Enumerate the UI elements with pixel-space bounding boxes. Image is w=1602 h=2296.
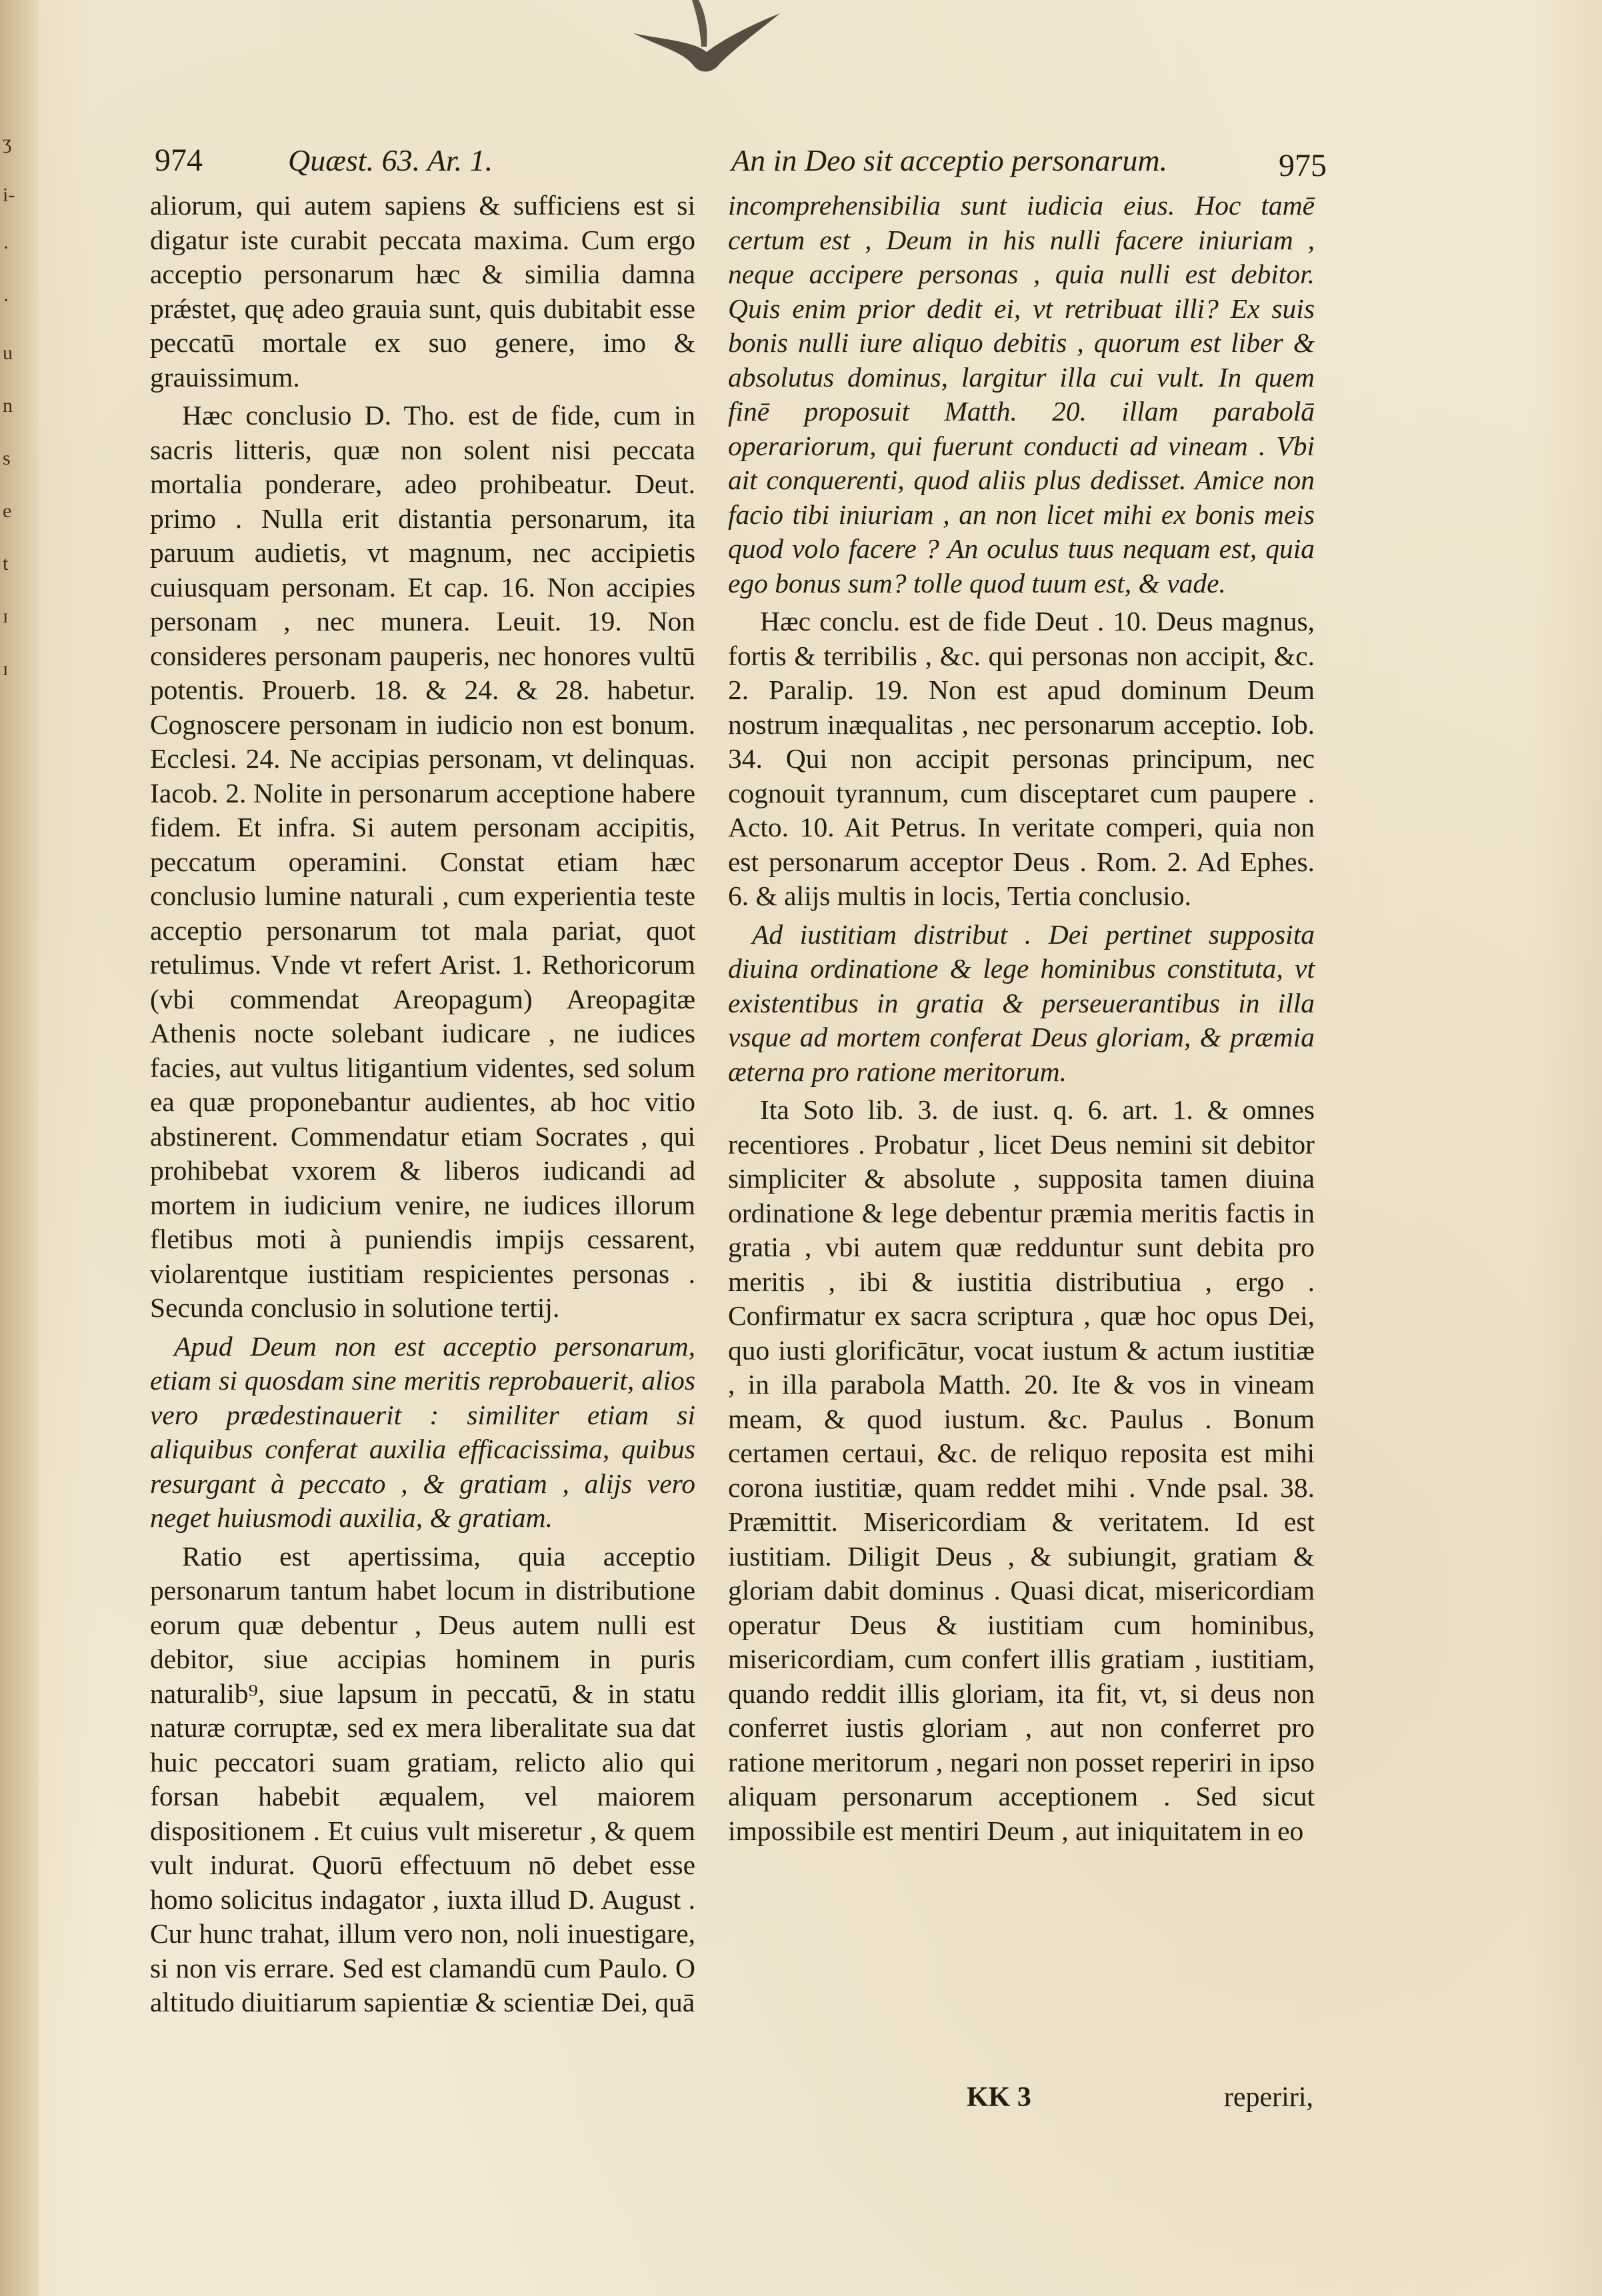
paragraph-continuation: incomprehensibilia sunt iudicia eius. Hoc tamē certum est , Deum in his nulli facere iniuriam , neque accipere personas , quia nulli est debitor. Quis enim prior dedit ei, vt retribuat illi? Ex suis bonis nulli iure aliquo debitis , quorum est liber & absolutus dominus, largitur illa cui vult. In quem finē proposuit Matth. 20. illam parabolā operariorum, qui fuerunt conducti ad vineam . Vbi ait conquerenti, quod aliis plus dedisset. Amice non facio tibi iniuriam , an non licet mihi ex bonis meis quod volo facere ? An oculus tuus nequam est, quia ego bonus sum? tolle quod tuum est, & vade. <box>728 190 1315 598</box>
margin-mark: · <box>3 289 9 311</box>
margin-mark: t <box>3 553 9 574</box>
right-text-column <box>728 189 1315 1852</box>
margin-mark: n <box>3 395 13 417</box>
margin-mark: ɪ <box>3 658 9 680</box>
margin-marks <box>3 127 29 706</box>
paragraph-conclusion-first: Hæc conclusio D. Tho. est de fide, cum in sacris litteris, quæ non solent nisi peccata mortalia ponderare, adeo prohibeatur. Deut. primo . Nulla erit distantia personarum, ita paruum audietis, vt magnum, nec accipietis cuiusquam personam. Et cap. 16. Non accipies personam , nec munera. Leuit. 19. Non consideres personam pauperis, nec honores vultū potentis. Prouerb. 18. & 24. & 28. habetur. Cognoscere personam in iudicio non est bonum. Ecclesi. 24. Ne accipias personam, vt delinquas. Iacob. 2. Nolite in personarum acceptione habere fidem. Et infra. Si autem personam accipitis, peccatum operamini. Constat etiam hæc conclusio lumine naturali , cum experientia teste acceptio personarum tot mala pariat, quot retulimus. Vnde vt refert Arist. 1. Rethoricorum (vbi commendat Areopagum) Areopagitæ Athenis nocte solebant iudicare , ne iudices facies, aut vultus litigantium videntes, sed solum ea quæ proponebantur audientes, ab hoc vitio abstinerent. Commendatur etiam Socrates , qui prohibebat vxorem & liberos iudicandi ad mortem in iudicium venire, ne iudices illorum fletibus moti à puniendis impijs cessarent, violarentque iustitiam respicientes personas . Secunda conclusio in solutione tertij. <box>150 400 695 1323</box>
paragraph-ratio: Ratio est apertissima, quia acceptio personarum tantum habet locum in distributione eorum quæ debentur , Deus autem nulli est debitor, siue accipias hominem in puris naturalib⁹, siue lapsum in peccatū, & in statu naturæ corruptæ, sed ex mera liberalitate sua dat huic peccatori suam gratiam, relicto alio qui forsan habebit æqualem, vel maiorem dispositionem . Et cuius vult miseretur , & quem vult indurat. Quorū effectuum nō debet esse homo solicitus indagator , iuxta illud D. August . Cur hunc trahat, illum vero non, noli inuestigare, si non vis errare. Sed est clamandū cum Paulo. O altitudo diuitiarum sapientiæ & scientiæ Dei, quā <box>150 1540 695 2017</box>
margin-mark: ɪ <box>3 605 9 627</box>
paragraph-conclusion-second: Hæc conclu. est de fide Deut . 10. Deus magnus, fortis & terribilis , &c. qui personas non accipit, &c. 2. Paralip. 19. Non est apud dominum Deum nostrum inæqualitas , nec personarum acceptio. Iob. 34. Qui non accipit personas principum, nec cognouit tyrannum, cum disceptaret cum paupere . Acto. 10. Ait Petrus. In veritate comperi, quia non est personarum acceptor Deus . Rom. 2. Ad Ephes. 6. & alijs multis in locis, Tertia conclusio. <box>728 606 1315 911</box>
paragraph-italic-thesis: Apud Deum non est acceptio personarum, etiam si quosdam sine meritis reprobauerit, alios vero prædestinauerit : similiter etiam si aliquibus conferat auxilia efficacissima, quibus resurgant à peccato , & gratiam , alijs vero neget huiusmodi auxilia, & gratiam. <box>150 1330 695 1533</box>
paragraph-probatur: Ita Soto lib. 3. de iust. q. 6. art. 1. & omnes recentiores . Probatur , licet Deus nemini sit debitor simpliciter & absolute , supposita tamen diuina ordinatione & lege debentur præmia meritis factis in gratia , vbi autem quæ redduntur sunt debita pro meritis , ibi & iustitia distributiua , ergo . Confirmatur ex sacra scriptura , quæ hoc opus Dei, quo iusti glorificātur, vocat iustum & actum iustitiæ , in illa parabola Matth. 20. Ite & vos in vineam meam, & quod iustum. &c. Paulus . Bonum certamen certaui, &c. de reliquo reposita est mihi corona iustitiæ, quam reddet mihi . Vnde psal. 38. Præmittit. Misericordiam & veritatem. Id est iustitiam. Diligit Deus , & subiungit, gratiam & gloriam dabit dominus . Quasi dicat, misericordiam operatur Deus & iustitiam cum hominibus, misericordiam, cum confert illis gratiam , iustitiam, quando reddit illis gloriam, ita fit, vt, si deus non conferret iustis gloriam , aut non conferret pro ratione meritorum , negari non posset reperiri in ipso aliquam personarum acceptionem . Sed sicut impossibile est mentiri Deum , aut iniquitatem in eo <box>728 1094 1315 1846</box>
left-page-number: 974 <box>155 143 203 178</box>
margin-mark: ʒ <box>3 131 12 153</box>
signature-mark: KK 3 <box>967 2082 1031 2113</box>
margin-mark: s <box>3 447 11 469</box>
margin-mark: · <box>3 237 9 259</box>
catchword: reperiri, <box>1223 2082 1313 2113</box>
left-text-column <box>150 189 695 2024</box>
right-page-number: 975 <box>1279 148 1327 183</box>
margin-mark: u <box>3 342 13 364</box>
paragraph-italic-thesis: Ad iustitiam distribut . Dei pertinet supposita diuina ordinatione & lege hominibus constituta, vt existentibus in gratia & perseuerantibus in illa vsque ad mortem conferat Deus gloriam, & præmia æterna pro ratione meritorum. <box>728 918 1315 1087</box>
right-running-title: An in Deo sit acceptio personarum. <box>731 143 1168 177</box>
page-footer <box>967 2081 1313 2118</box>
margin-mark: e <box>3 500 12 522</box>
margin-mark: i- <box>3 184 15 206</box>
ink-blot-ornament-icon <box>620 0 793 87</box>
paragraph-continuation: aliorum, qui autem sapiens & sufficiens est si digatur iste curabit peccata maxima. Cum ergo acceptio personarum hæc & similia damna prǽstet, quę adeo grauia sunt, quis dubitabit esse peccatū mortale ex suo genere, imo & grauissimum. <box>150 190 695 393</box>
left-running-title: Quæst. 63. Ar. 1. <box>288 143 493 177</box>
running-header <box>155 137 1327 183</box>
